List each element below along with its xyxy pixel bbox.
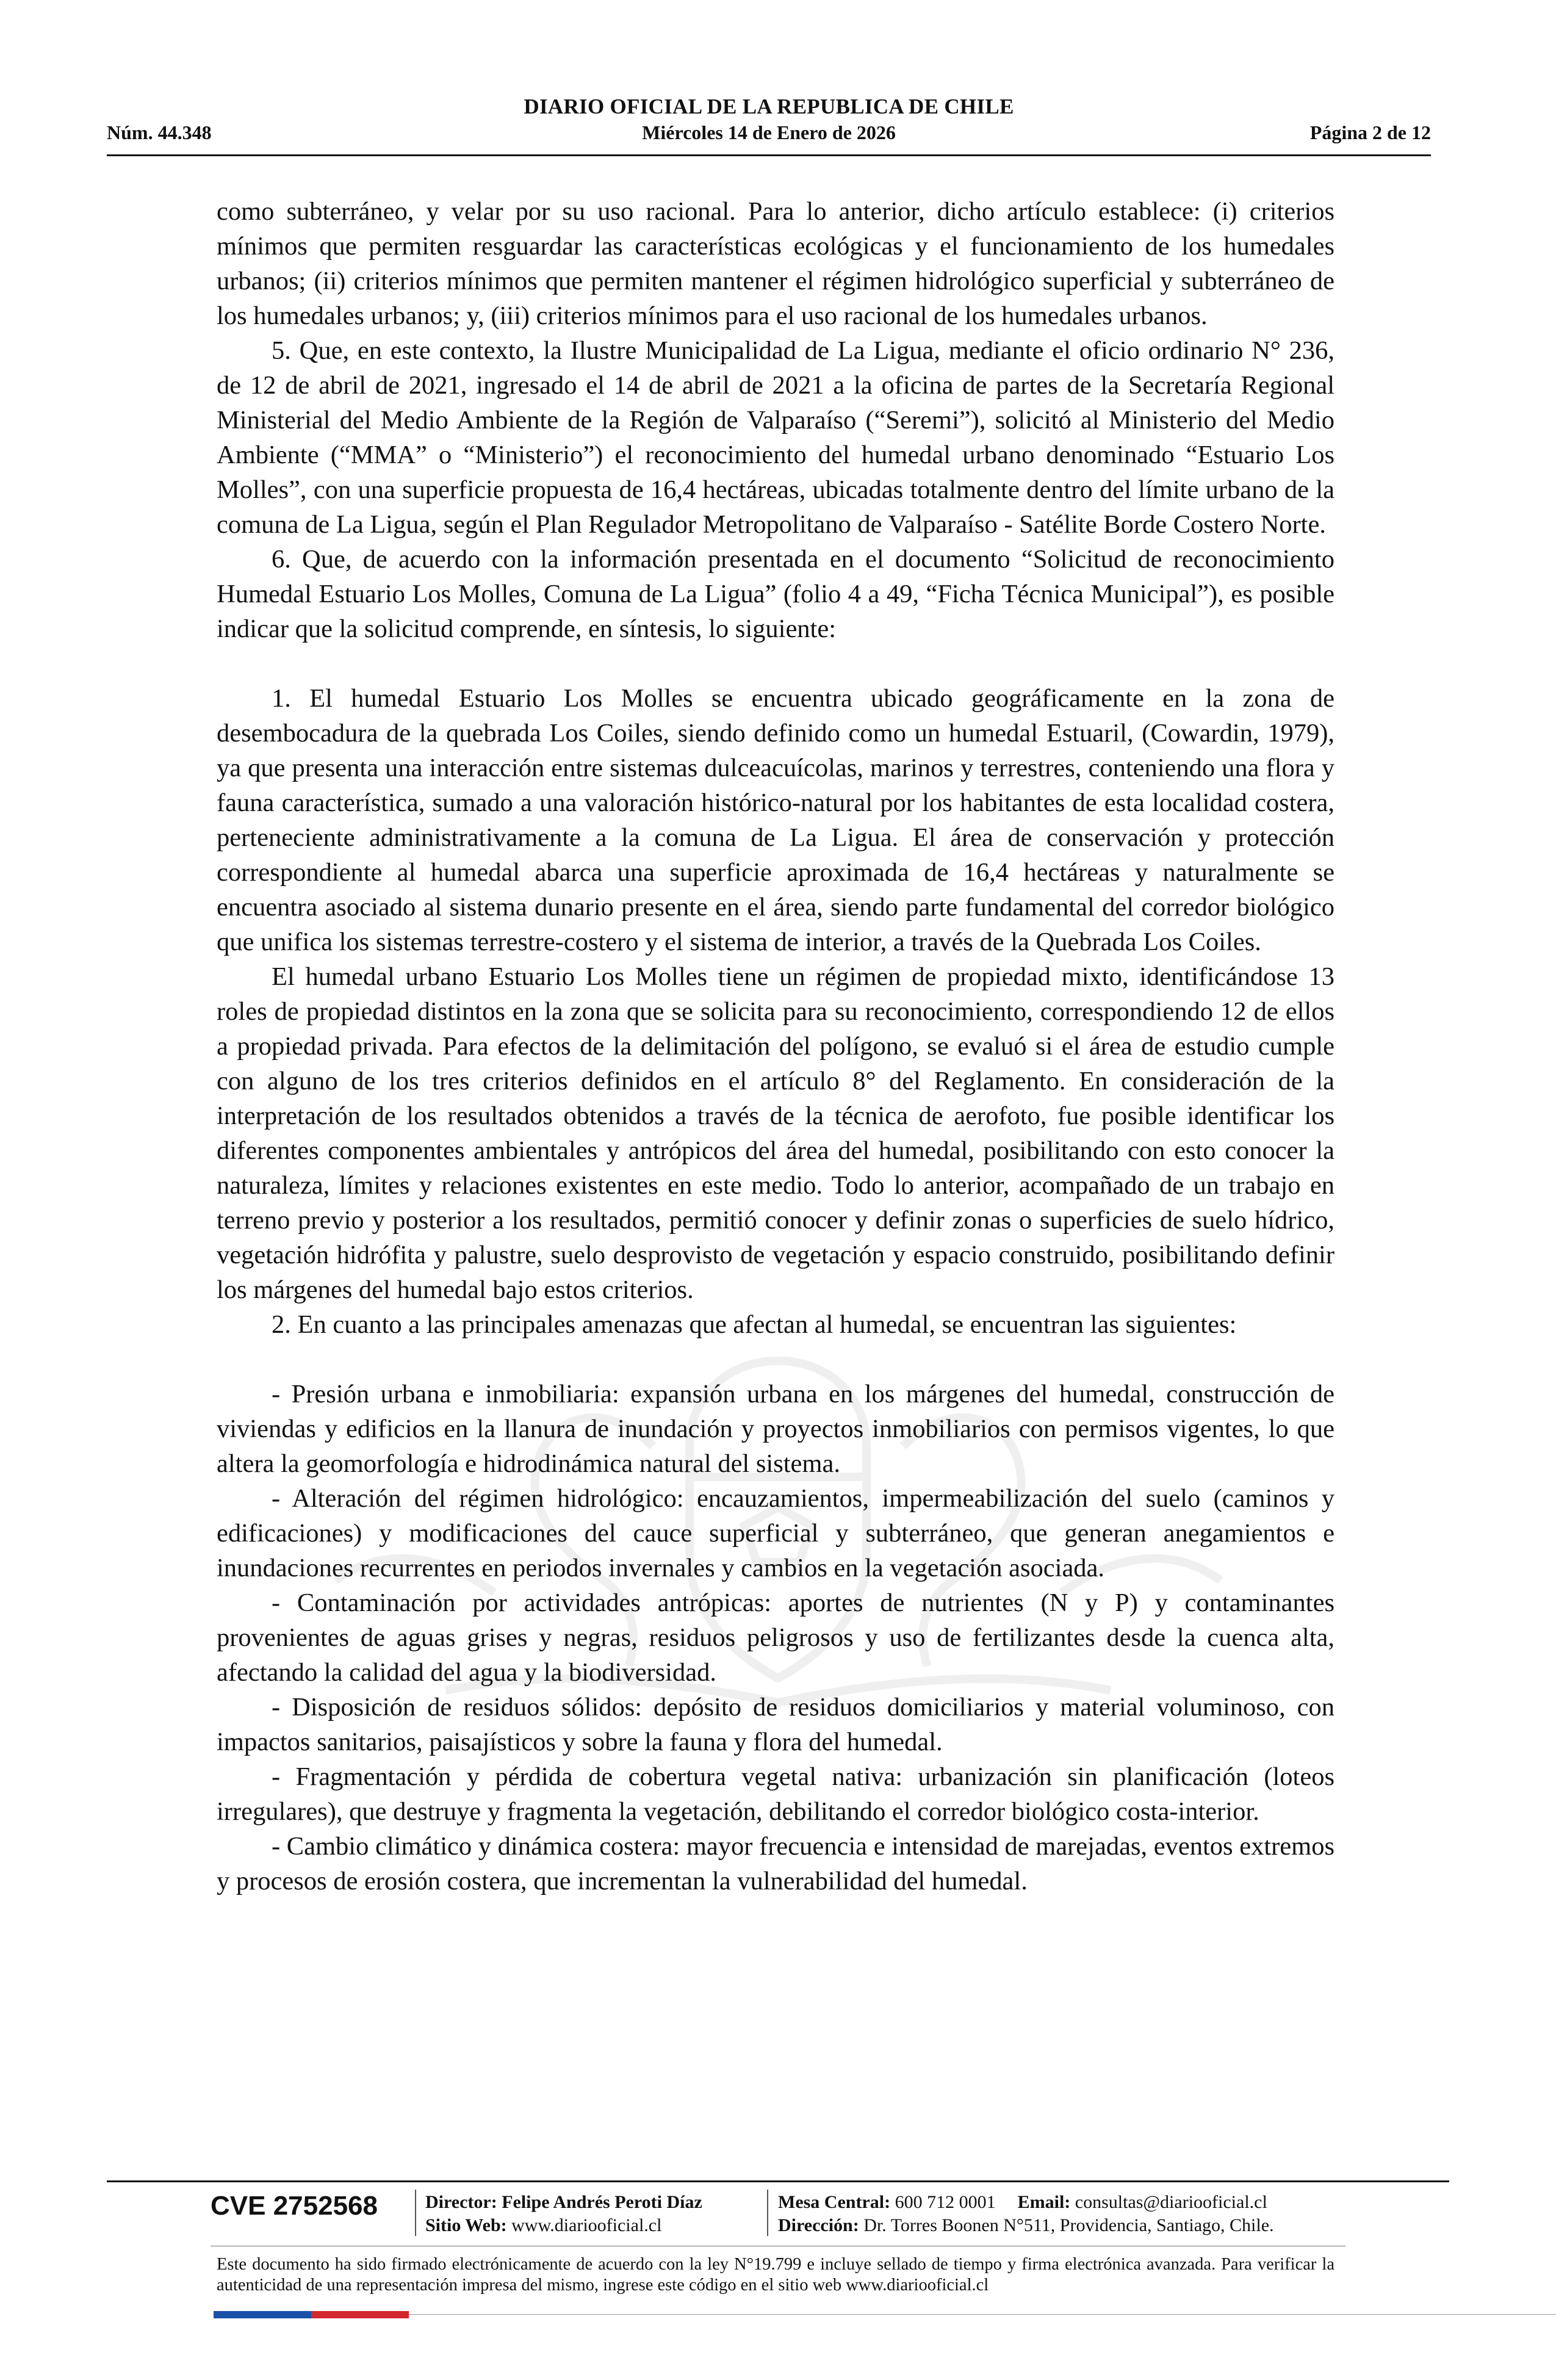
paragraph-item-6: 6. Que, de acuerdo con la información presentada en el documento “Solicitud de reconocimiento Humedal Estuario Los Molles, Comuna de La Ligua” (folio 4 a 49, “Ficha Técnica Municipal”), es posible indicar que la solicitud comprende, en síntesis, lo siguiente:: [217, 545, 1334, 643]
threat-climate-change: - Cambio climático y dinámica costera: mayor frecuencia e intensidad de marejadas, eventos extremos y procesos de erosión costera, que incrementan la vulnerabilidad del humedal.: [217, 1832, 1334, 1895]
header-divider: [107, 154, 1431, 156]
cve-code: CVE 2752568: [211, 2191, 378, 2221]
phone-value: 600 712 0001: [895, 2192, 996, 2212]
document-body: [217, 194, 1334, 1899]
flag-red-segment: [311, 2311, 409, 2318]
threat-hydrologic: - Alteración del régimen hidrológico: encauzamientos, impermeabilización del suelo (caminos y edificaciones) y modificaciones del cauce superficial y subterráneo, que generan anegamientos e inundaciones recurrentes en periodos invernales y cambios en la vegetación asociada.: [217, 1484, 1334, 1582]
threat-solid-waste: - Disposición de residuos sólidos: depósito de residuos domiciliarios y material voluminoso, con impactos sanitarios, paisajísticos y sobre la fauna y flora del humedal.: [217, 1693, 1334, 1756]
footer-director-column: [425, 2191, 702, 2237]
website-link[interactable]: www.diariooficial.cl: [511, 2215, 662, 2235]
page-header: [107, 95, 1431, 156]
issue-date: Miércoles 14 de Enero de 2026: [642, 121, 896, 143]
director-label: Director:: [425, 2192, 497, 2212]
gazette-title: DIARIO OFICIAL DE LA REPUBLICA DE CHILE: [524, 95, 1014, 118]
issue-number: Núm. 44.348: [107, 121, 212, 143]
footer-divider: [107, 2180, 1449, 2182]
paragraph-item-5: 5. Que, en este contexto, la Ilustre Municipalidad de La Ligua, mediante el oficio ordinario N° 236, de 12 de abril de 2021, ingresado el 14 de abril de 2021 a la oficina de partes de la Secretaría Regional Ministerial del Medio Ambiente de la Región de Valparaíso (“Seremi”), solicitó al Ministerio del Medio Ambiente (“MMA” o “Ministerio”) el reconocimiento del humedal urbano denominado “Estuario Los Molles”, con una superficie propuesta de 16,4 hectáreas, ubicadas totalmente dentro del límite urbano de la comuna de La Ligua, según el Plan Regulador Metropolitano de Valparaíso - Satélite Borde Costero Norte.: [217, 336, 1334, 539]
threat-fragmentation: - Fragmentación y pérdida de cobertura vegetal nativa: urbanización sin planificación (loteos irregulares), que destruye y fragmenta la vegetación, debilitando el corredor biológico costa-interior.: [217, 1762, 1334, 1826]
address-label: Dirección:: [778, 2215, 859, 2235]
paragraph-ownership: El humedal urbano Estuario Los Molles tiene un régimen de propiedad mixto, identificándose 13 roles de propiedad distintos en la zona que se solicita para su reconocimiento, correspondiendo 12 de ellos a propiedad privada. Para efectos de la delimitación del polígono, se evaluó si el área de estudio cumple con alguno de los tres criterios definidos en el artículo 8° del Reglamento. En consideración de la interpretación de los resultados obtenidos a través de la técnica de aerofoto, fue posible identificar los diferentes componentes ambientales y antrópicos del área del humedal, posibilitando con esto conocer la naturaleza, límites y relaciones existentes en este medio. Todo lo anterior, acompañado de un trabajo en terreno previo y posterior a los resultados, permitió conocer y definir zonas o superficies de suelo hídrico, vegetación hidrófita y palustre, suelo desprovisto de vegetación y espacio construido, posibilitando definir los márgenes del humedal bajo estos criterios.: [217, 962, 1334, 1304]
flag-trailing-line: [409, 2314, 1556, 2315]
paragraph-sub-1: 1. El humedal Estuario Los Molles se encuentra ubicado geográficamente en la zona de desembocadura de la quebrada Los Coiles, siendo definido como un humedal Estuaril, (Cowardin, 1979), ya que presenta una interacción entre sistemas dulceacuícolas, marinos y terrestres, conteniendo una flora y fauna característica, sumado a una valoración histórico-natural por los habitantes de esta localidad costera, perteneciente administrativamente a la comuna de La Ligua. El área de conservación y protección correspondiente al humedal abarca una superficie aproximada de 16,4 hectáreas y naturalmente se encuentra asociado al sistema dunario presente en el área, siendo parte fundamental del corredor biológico que unifica los sistemas terrestre-costero y el sistema de interior, a través de la Quebrada Los Coiles.: [217, 684, 1334, 956]
website-label: Sitio Web:: [425, 2215, 507, 2235]
flag-stripe: [214, 2311, 409, 2318]
footer-contact-column: [778, 2191, 1274, 2237]
email-label: Email:: [1017, 2192, 1071, 2212]
address-value: Dr. Torres Boonen N°511, Providencia, Santiago, Chile.: [863, 2215, 1274, 2235]
signature-note: Este documento ha sido firmado electrónicamente de acuerdo con la ley N°19.799 e incluye sellado de tiempo y firma electrónica avanzada. Para verificar la autenticidad de una representación impresa del mismo, ingrese este código en el sitio web www.diariooficial.cl: [217, 2255, 1334, 2295]
footer-separator: [415, 2190, 416, 2236]
phone-label: Mesa Central:: [778, 2192, 891, 2212]
footer-separator: [767, 2190, 768, 2236]
paragraph-criteria-continued: como subterráneo, y velar por su uso racional. Para lo anterior, dicho artículo establece: (i) criterios mínimos que permiten resguardar las características ecológicas y el funcionamiento de los humedales urbanos; (ii) criterios mínimos que permiten mantener el régimen hidrológico superficial y subterráneo de los humedales urbanos; y, (iii) criterios mínimos para el uso racional de los humedales urbanos.: [217, 197, 1334, 330]
director-name: Felipe Andrés Peroti Díaz: [502, 2192, 702, 2212]
paragraph-sub-2: 2. En cuanto a las principales amenazas que afectan al humedal, se encuentran las siguientes:: [272, 1310, 1237, 1339]
flag-blue-segment: [214, 2311, 311, 2318]
page-number: Página 2 de 12: [1309, 121, 1431, 143]
email-link[interactable]: consultas@diariooficial.cl: [1075, 2192, 1267, 2212]
threat-urban-pressure: - Presión urbana e inmobiliaria: expansión urbana en los márgenes del humedal, construcción de viviendas y edificios en la llanura de inundación y proyectos inmobiliarios con permisos vigentes, lo que altera la geomorfología e hidrodinámica natural del sistema.: [217, 1380, 1334, 1478]
threat-contamination: - Contaminación por actividades antrópicas: aportes de nutrientes (N y P) y contaminantes provenientes de aguas grises y negras, residuos peligrosos y uso de fertilizantes desde la cuenca alta, afectando la calidad del agua y la biodiversidad.: [217, 1588, 1334, 1687]
